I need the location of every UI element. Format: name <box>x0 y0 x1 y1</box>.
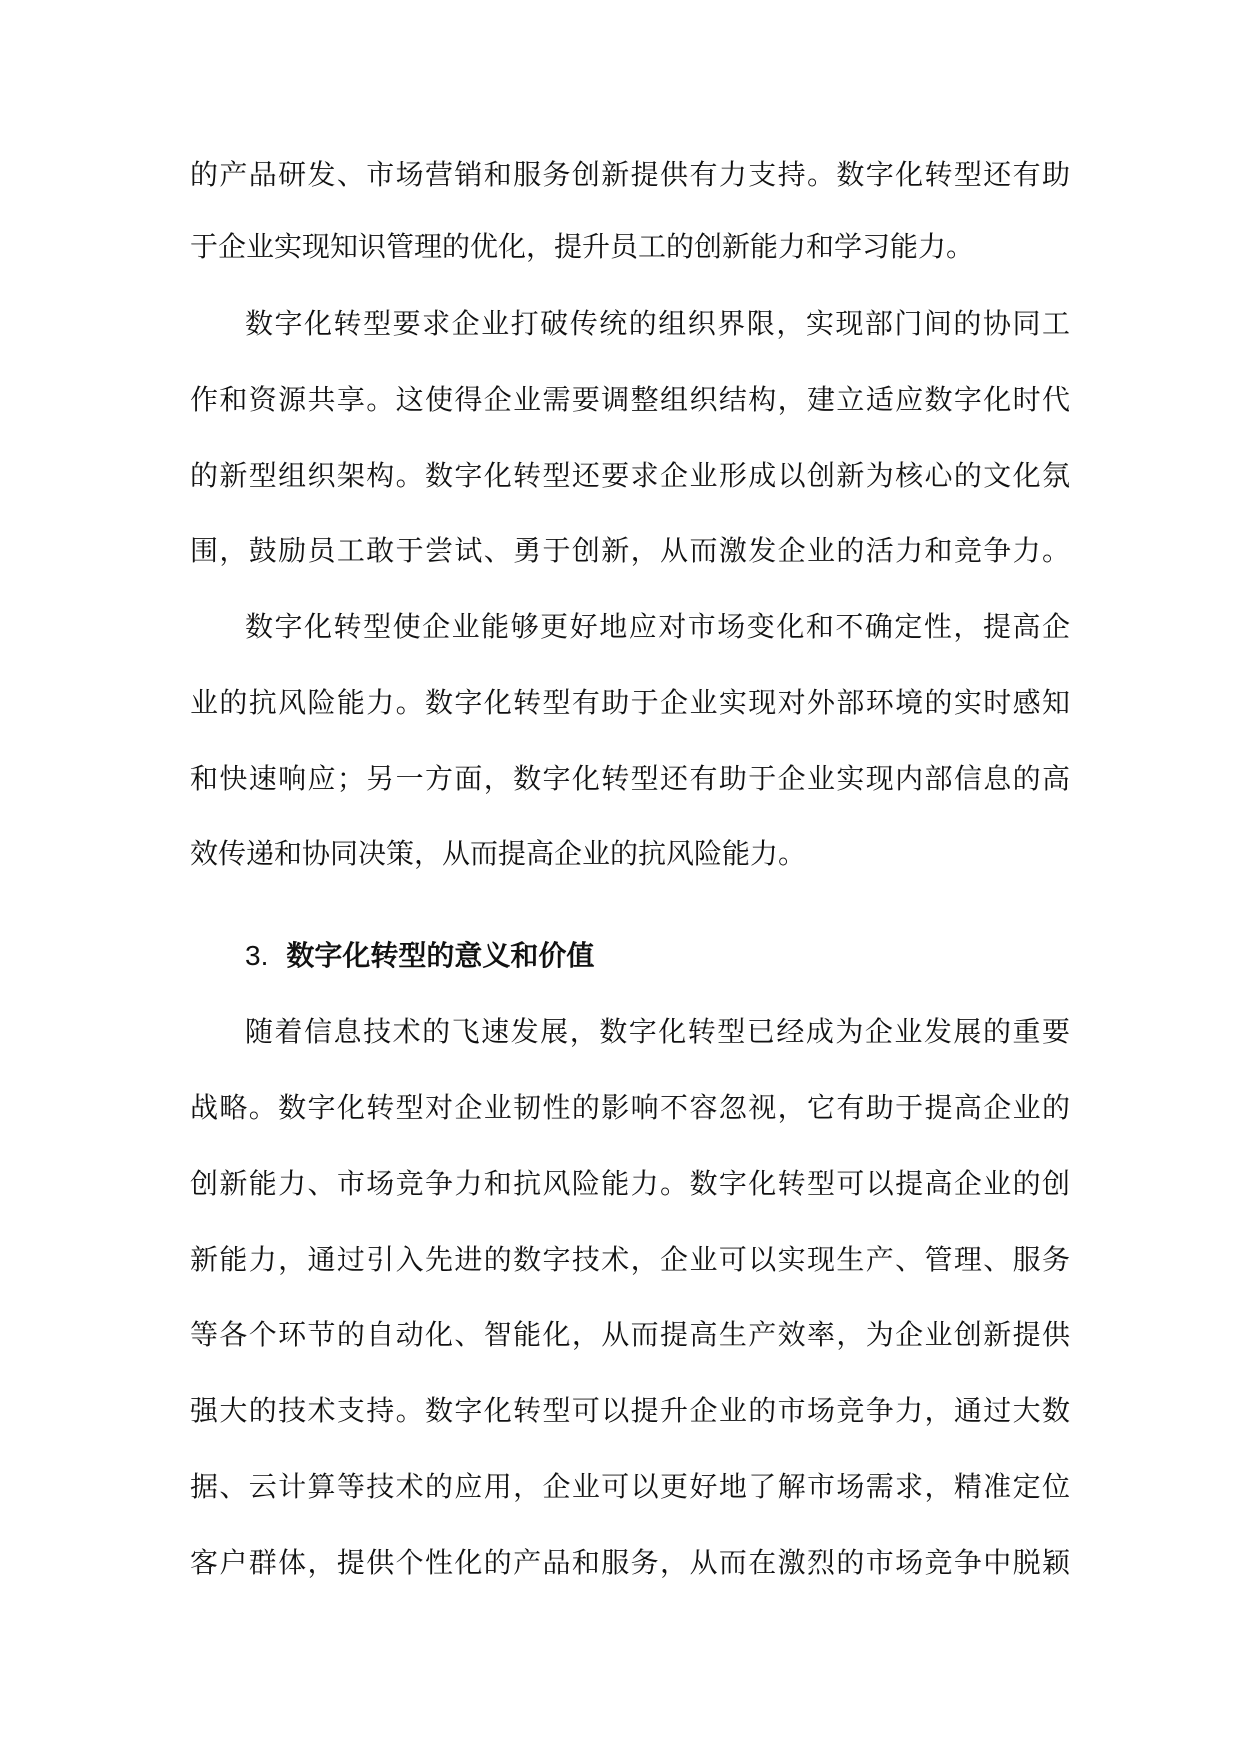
paragraph-4-line-6: 强大的技术支持。数字化转型可以提升企业的市场竞争力，通过大数 <box>190 1394 1070 1427</box>
paragraph-2-line-3: 的新型组织架构。数字化转型还要求企业形成以创新为核心的文化氛 <box>190 459 1070 492</box>
paragraph-4-line-3: 创新能力、市场竞争力和抗风险能力。数字化转型可以提高企业的创 <box>190 1167 1070 1200</box>
section-heading <box>245 936 594 976</box>
paragraph-4-line-2: 战略。数字化转型对企业韧性的影响不容忽视，它有助于提高企业的 <box>190 1091 1070 1124</box>
paragraph-1-line-2: 于企业实现知识管理的优化，提升员工的创新能力和学习能力。 <box>190 230 975 263</box>
paragraph-2-line-4: 围，鼓励员工敢于尝试、勇于创新，从而激发企业的活力和竞争力。 <box>190 534 1070 567</box>
section-heading-text: 数字化转型的意义和价值 <box>286 939 595 972</box>
paragraph-4-line-1: 随着信息技术的飞速发展，数字化转型已经成为企业发展的重要 <box>245 1015 1070 1048</box>
paragraph-2-line-2: 作和资源共享。这使得企业需要调整组织结构，建立适应数字化时代 <box>190 383 1070 416</box>
section-heading-number: 3. <box>245 940 269 971</box>
paragraph-3-line-1: 数字化转型使企业能够更好地应对市场变化和不确定性，提高企 <box>245 610 1070 643</box>
paragraph-4-line-5: 等各个环节的自动化、智能化，从而提高生产效率，为企业创新提供 <box>190 1318 1070 1351</box>
paragraph-3-line-2: 业的抗风险能力。数字化转型有助于企业实现对外部环境的实时感知 <box>190 686 1070 719</box>
paragraph-4-line-7: 据、云计算等技术的应用，企业可以更好地了解市场需求，精准定位 <box>190 1470 1070 1503</box>
paragraph-4-line-8: 客户群体，提供个性化的产品和服务，从而在激烈的市场竞争中脱颖 <box>190 1546 1070 1579</box>
paragraph-2-line-1: 数字化转型要求企业打破传统的组织界限，实现部门间的协同工 <box>245 307 1070 340</box>
paragraph-3-line-4: 效传递和协同决策，从而提高企业的抗风险能力。 <box>190 837 807 870</box>
paragraph-1-line-1: 的产品研发、市场营销和服务创新提供有力支持。数字化转型还有助 <box>190 158 1070 191</box>
paragraph-4-line-4: 新能力，通过引入先进的数字技术，企业可以实现生产、管理、服务 <box>190 1243 1070 1276</box>
paragraph-3-line-3: 和快速响应；另一方面，数字化转型还有助于企业实现内部信息的高 <box>190 762 1070 795</box>
